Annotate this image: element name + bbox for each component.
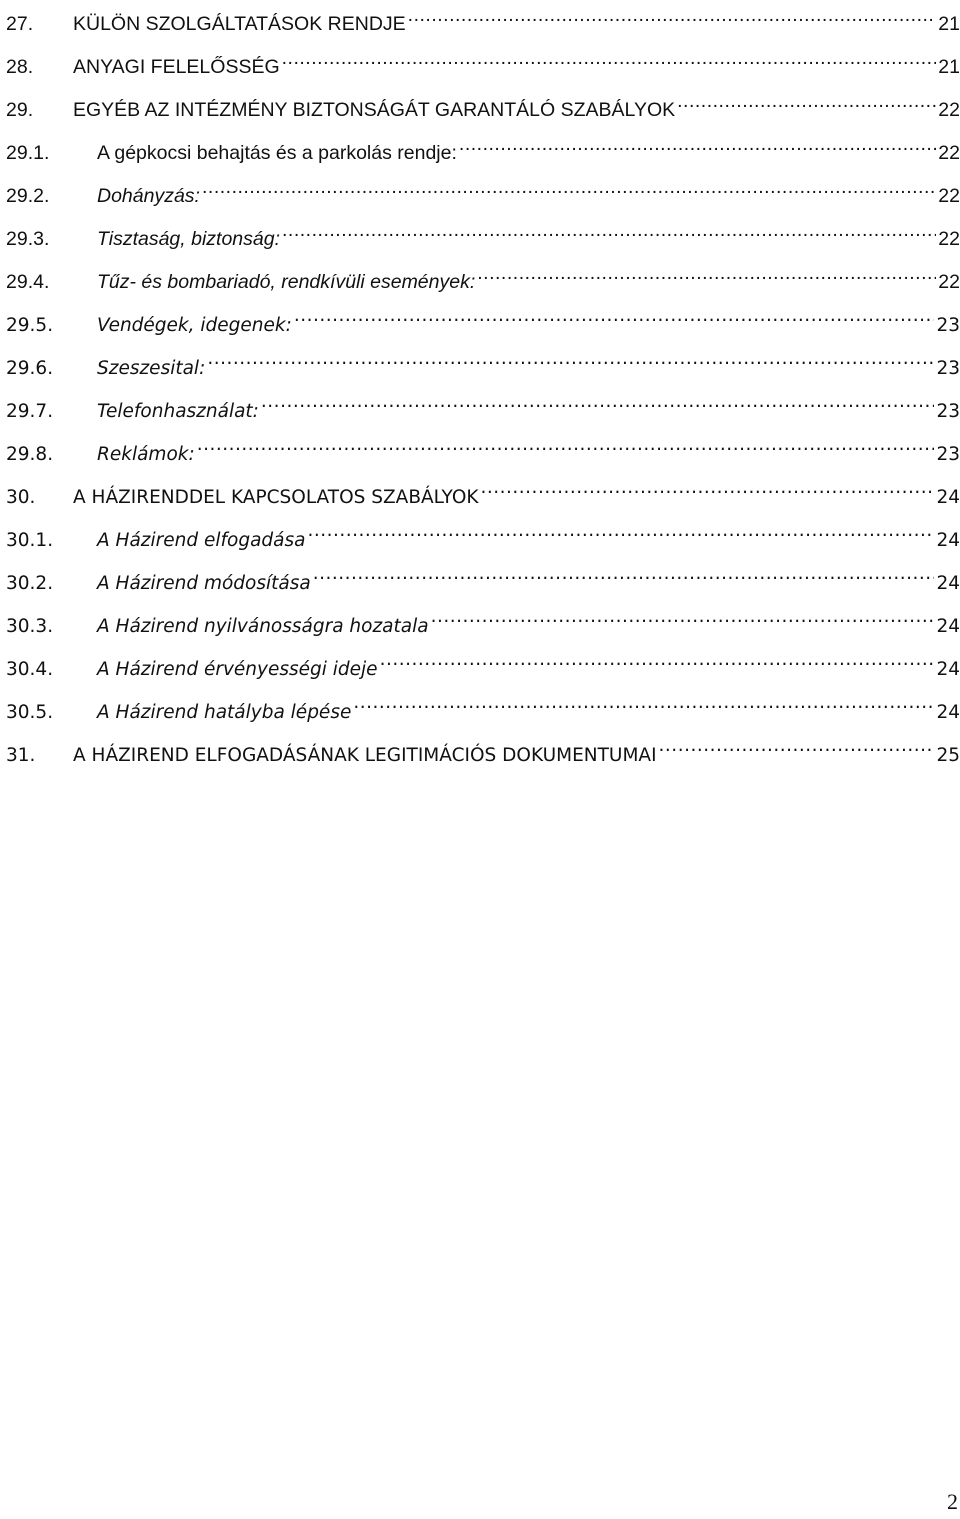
toc-entry-title: A Házirend érvényességi ideje (97, 659, 378, 680)
toc-entry[interactable] (6, 516, 960, 551)
toc-dot-leader (408, 0, 937, 30)
toc-entry-page: 23 (936, 315, 960, 336)
toc-entry-page: 21 (938, 13, 960, 35)
toc-entry[interactable] (6, 344, 960, 379)
toc-dot-leader (380, 645, 935, 675)
toc-entry-number: 29.2. (6, 185, 50, 207)
toc-entry-number: 27. (6, 13, 34, 35)
toc-entry[interactable] (6, 731, 960, 766)
toc-entry-number: 30.5. (6, 702, 54, 723)
toc-entry-page: 22 (938, 271, 960, 293)
toc-entry-page: 24 (936, 616, 960, 637)
toc-entry-title: Tűz- és bombariadó, rendkívüli események: (97, 271, 476, 293)
toc-entry-number: 30.2. (6, 573, 54, 594)
toc-entry-page: 25 (936, 745, 960, 766)
toc-entry-page: 22 (938, 185, 960, 207)
toc-entry-number: 30. (6, 487, 36, 508)
toc-entry[interactable] (6, 215, 960, 250)
toc-entry[interactable] (6, 258, 960, 293)
toc-entry-number: 29.8. (6, 444, 54, 465)
toc-entry-number: 29.5. (6, 315, 54, 336)
toc-entry-page: 22 (938, 99, 960, 121)
toc-entry-page: 24 (936, 702, 960, 723)
toc-dot-leader (459, 129, 936, 159)
toc-entry[interactable] (6, 301, 960, 336)
toc-dot-leader (202, 172, 936, 202)
toc-entry-number: 29.3. (6, 228, 50, 250)
toc-entry-title: Telefonhasználat: (97, 401, 259, 422)
toc-dot-leader (261, 387, 935, 417)
page-number: 2 (947, 1489, 958, 1514)
toc-entry[interactable] (6, 387, 960, 422)
toc-entry-number: 29. (6, 99, 34, 121)
toc-entry[interactable] (6, 172, 960, 207)
toc-entry-page: 22 (938, 142, 960, 164)
toc-entry-title: A gépkocsi behajtás és a parkolás rendje: (97, 142, 457, 164)
toc-entry-number: 29.4. (6, 271, 50, 293)
toc-entry-title: A HÁZIREND ELFOGADÁSÁNAK LEGITIMÁCIÓS DOKUMENTUMAI (73, 745, 657, 766)
toc-entry-page: 24 (936, 573, 960, 594)
toc-entry-title: A Házirend módosítása (97, 573, 311, 594)
toc-entry-title: ANYAGI FELELŐSSÉG (73, 56, 280, 78)
toc-dot-leader (294, 301, 935, 331)
toc-dot-leader (282, 43, 937, 73)
toc-entry-title: A Házirend elfogadása (97, 530, 306, 551)
toc-entry-number: 29.1. (6, 142, 50, 164)
toc-entry-page: 24 (936, 530, 960, 551)
toc-entry[interactable] (6, 0, 960, 35)
toc-entry-title: Dohányzás: (97, 185, 200, 207)
toc-dot-leader (477, 258, 936, 288)
toc-entry-title: Vendégek, idegenek: (97, 315, 292, 336)
toc-entry-number: 31. (6, 745, 36, 766)
toc-entry[interactable] (6, 430, 960, 465)
toc-dot-leader (313, 559, 935, 589)
toc-entry-number: 28. (6, 56, 34, 78)
toc-dot-leader (207, 344, 934, 374)
toc-entry[interactable] (6, 645, 960, 680)
toc-dot-leader (481, 473, 935, 503)
toc-dot-leader (307, 516, 934, 546)
toc-entry-title: EGYÉB AZ INTÉZMÉNY BIZTONSÁGÁT GARANTÁLÓ SZABÁLYOK (73, 99, 676, 121)
toc-entry[interactable] (6, 129, 960, 164)
toc-entry-number: 29.7. (6, 401, 54, 422)
toc-entry-number: 30.4. (6, 659, 54, 680)
toc-entry-page: 24 (936, 659, 960, 680)
toc-entry[interactable] (6, 473, 960, 508)
toc-entry-title: Reklámok: (97, 444, 195, 465)
toc-entry-number: 30.3. (6, 616, 54, 637)
toc-entry-title: A HÁZIRENDDEL KAPCSOLATOS SZABÁLYOK (73, 487, 479, 508)
toc-entry-number: 29.6. (6, 358, 54, 379)
toc-entry-page: 24 (936, 487, 960, 508)
toc-entry-page: 23 (936, 358, 960, 379)
toc-dot-leader (197, 430, 935, 460)
toc-entry-title: Szeszesital: (97, 358, 206, 379)
toc-entry-page: 23 (936, 444, 960, 465)
toc-entry-title: A Házirend nyilvánosságra hozatala (97, 616, 429, 637)
toc-dot-leader (677, 86, 936, 116)
toc-entry-title: A Házirend hatályba lépése (97, 702, 352, 723)
toc-entry-page: 21 (938, 56, 960, 78)
toc-entry[interactable] (6, 43, 960, 78)
toc-entry-page: 23 (936, 401, 960, 422)
toc-entry[interactable] (6, 602, 960, 637)
toc-dot-leader (353, 688, 934, 718)
toc-entry-page: 22 (938, 228, 960, 250)
toc-entry-number: 30.1. (6, 530, 54, 551)
toc-dot-leader (659, 731, 935, 761)
toc-entry-title: Tisztaság, biztonság: (97, 228, 281, 250)
toc-dot-leader (282, 215, 936, 245)
toc-dot-leader (431, 602, 935, 632)
toc-entry[interactable] (6, 86, 960, 121)
toc-entry[interactable] (6, 688, 960, 723)
toc-entry-title: KÜLÖN SZOLGÁLTATÁSOK RENDJE (73, 13, 406, 35)
toc-entry[interactable] (6, 559, 960, 594)
